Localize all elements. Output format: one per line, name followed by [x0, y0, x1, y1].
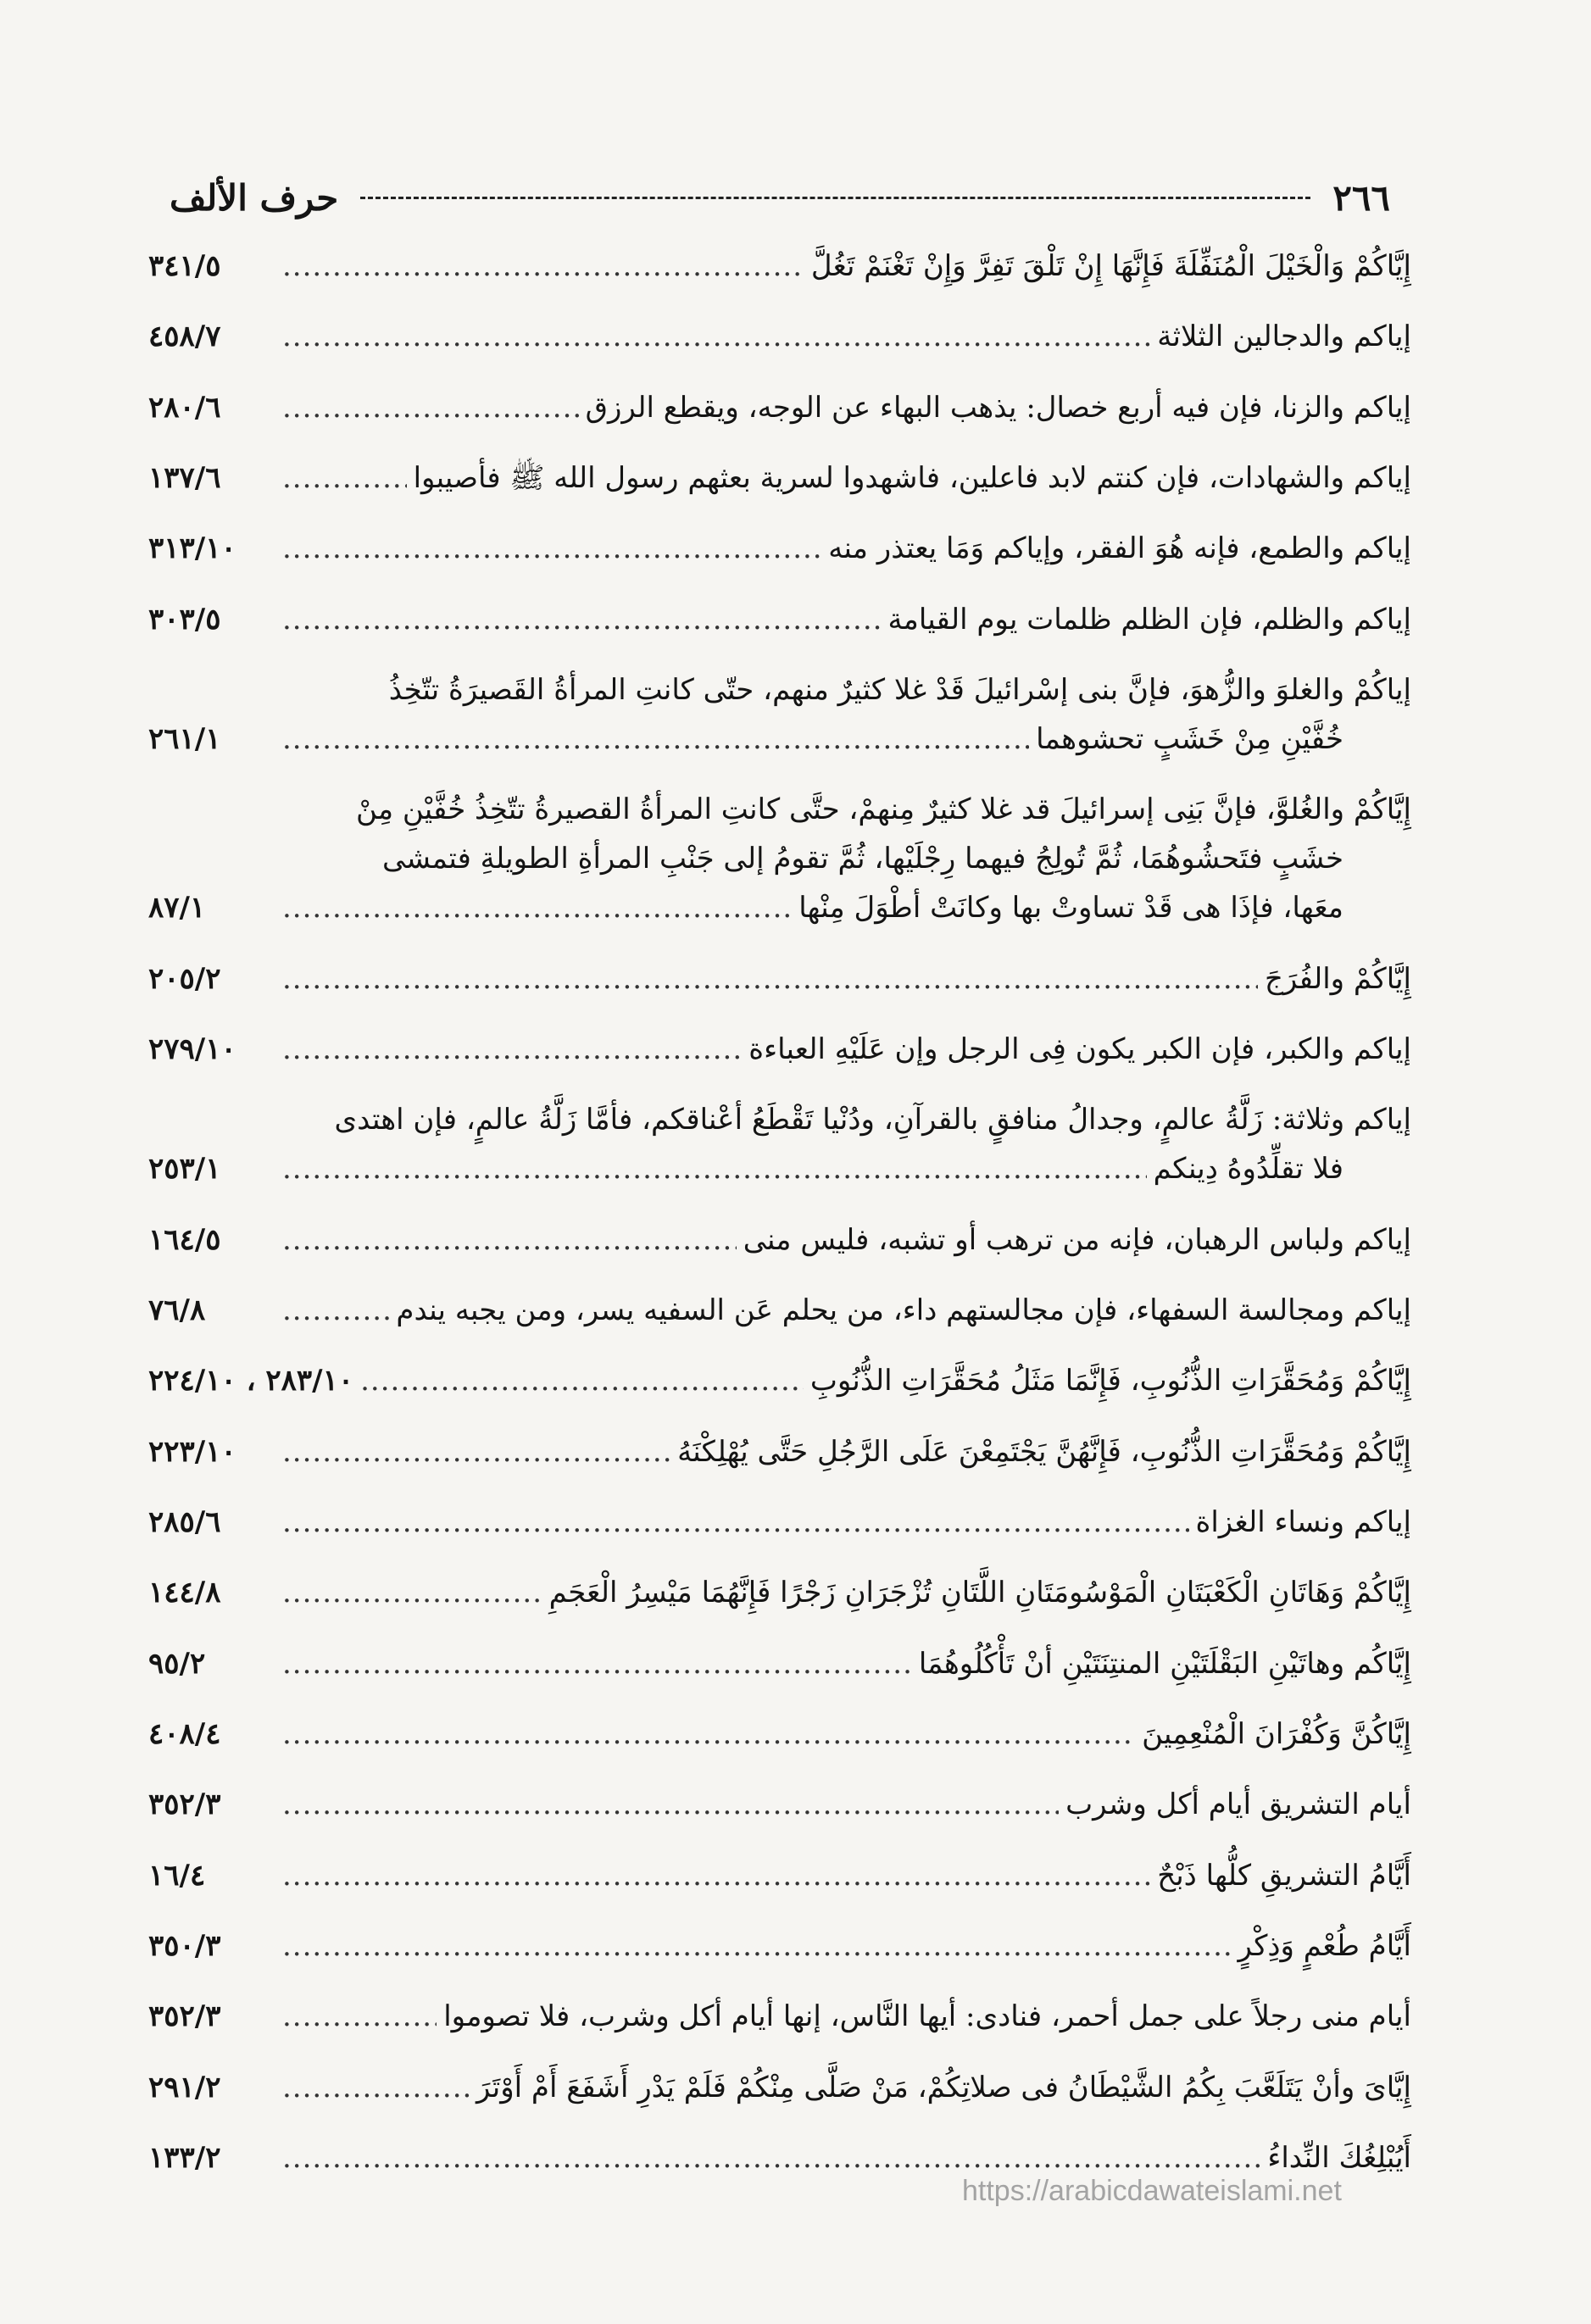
index-entry [148, 1025, 1411, 1074]
hadith-text: إياكم وثلاثة: زَلَّةُ عالمٍ، وجدالُ منافقٍ بالقرآنِ، ودُنْيا تَقْطَعُ أعْناقكم، فأمَّا زَلَّةُ عالمٍ، فإن اهتدى [334, 1103, 1411, 1137]
index-entry [148, 1215, 1411, 1265]
volume-page-reference: ٢٥٣/١ [148, 1152, 221, 1187]
volume-page-reference: ٣١٣/١٠ [148, 531, 236, 566]
volume-page-reference: ٢٧٩/١٠ [148, 1031, 236, 1066]
volume-page-reference: ١٦٤/٥ [148, 1222, 221, 1257]
entry-line [148, 524, 1411, 573]
volume-page-reference: ٣٥٠/٣ [148, 1928, 221, 1963]
dot-leader [282, 1025, 742, 1074]
index-entry [148, 1356, 1411, 1405]
dot-leader [282, 1144, 1147, 1193]
volume-page-reference: ١٦/٤ [148, 1858, 206, 1893]
index-entry [148, 383, 1411, 432]
hadith-text: إياكم والزنا، فإن فيه أربع خصال: يذهب البهاء عن الوجه، ويقطع الرزق [585, 390, 1411, 425]
volume-page-reference: ٤٠٨/٤ [148, 1716, 221, 1751]
dot-leader [360, 1356, 804, 1405]
index-entry [148, 1639, 1411, 1688]
entry-line [148, 1427, 1411, 1476]
hadith-text: إياكم والشهادات، فإن كنتم لابد فاعلين، فاشهدوا لسرية بعثهم رسول الله ﷺ فأصيبوا [413, 460, 1411, 495]
entry-line [148, 1921, 1411, 1971]
entry-line [148, 1286, 1411, 1335]
hadith-text: إِيَّاكُمْ وَالْخَيْلَ الْمُنَفِّلَةَ فَإِنَّهَا إِنْ تَلْقَ تَفِرَّ وَإِنْ تَغْنَمْ تَغُلَّ [810, 249, 1411, 283]
volume-page-reference: ٢٨٠/٦ [148, 390, 221, 425]
volume-page-reference: ٢٢٣/١٠ [148, 1434, 236, 1469]
volume-page-reference: ٢٠٥/٢ [148, 961, 221, 996]
entry-line [148, 1498, 1411, 1547]
hadith-text: إياكم ولباس الرهبان، فإنه من ترهب أو تشبه، فليس منى [743, 1222, 1411, 1257]
index-entry [148, 242, 1411, 291]
entry-line [148, 242, 1411, 291]
volume-page-reference: ١٤٤/٨ [148, 1576, 221, 1610]
index-entry [148, 1780, 1411, 1829]
entry-line [148, 312, 1411, 361]
dot-leader [282, 1568, 542, 1617]
hadith-text: أيام منى رجلاً على جمل أحمر، فنادى: أيها النَّاس، إنها أيام أكل وشرب، فلا تصوموا [443, 1999, 1411, 2034]
entry-line [148, 834, 1411, 883]
entry-line [148, 1095, 1411, 1144]
entry-line [148, 453, 1411, 503]
dot-leader [282, 883, 792, 932]
hadith-text: إياكم ومجالسة السفهاء، فإن مجالستهم داء، من يحلم عَن السفيه يسر، ومن يجبه يندم [396, 1293, 1411, 1327]
hadith-text: إِيَّاكُمْ والغُلوَّ، فإنَّ بَنِى إسرائيلَ قد غلا كثيرٌ مِنهمْ، حتَّى كانتِ المرأةُ القصيرةُ تتّخِذُ خُفَّيْنِ مِنْ [355, 792, 1411, 827]
entry-line [148, 1851, 1411, 1900]
entry-line [148, 1639, 1411, 1688]
index-entry [148, 524, 1411, 573]
index-entry [148, 1851, 1411, 1900]
hadith-text: خُفَّيْنِ مِنْ خَشَبٍ تحشوهما [1036, 721, 1343, 756]
hadith-text: أَيُبْلِغُكَ النِّداءُ [1267, 2140, 1411, 2175]
hadith-text: إِيَّاكُم وهاتَيْنِ البَقْلَتَيْنِ المنتِنَتَيْنِ أنْ تَأْكُلُوهُمَا [918, 1646, 1411, 1681]
dot-leader [282, 1710, 1135, 1759]
dot-leader [282, 1992, 437, 2041]
volume-page-reference: ٢٩١/٢ [148, 2070, 221, 2104]
volume-page-reference: ٤٥٨/٧ [148, 320, 221, 354]
entry-line [148, 1780, 1411, 1829]
watermark-url: https://arabicdawateislami.net [962, 2175, 1342, 2207]
index-entry [148, 1710, 1411, 1759]
dot-leader [282, 1215, 737, 1265]
entry-line [148, 2063, 1411, 2112]
index-entry [148, 1498, 1411, 1547]
entry-line [148, 1025, 1411, 1074]
dot-leader [282, 453, 407, 503]
entry-line [148, 714, 1411, 764]
entry-line [148, 383, 1411, 432]
hadith-text: معَها، فإذَا هى قَدْ تساوتْ بها وكانَتْ أطْوَلَ مِنْها [798, 891, 1343, 926]
hadith-text: أَيَّامُ طُعْمٍ وَذِكْرٍ [1238, 1928, 1411, 1963]
dot-leader [282, 1498, 1189, 1547]
volume-page-reference: ٢٦١/١ [148, 721, 221, 756]
index-entry [148, 1286, 1411, 1335]
hadith-text: خشَبٍ فتَحشُوهُمَا، ثُمَّ تُولِجُ فيهما رِجْلَيْها، ثُمَّ تقومُ إلى جَنْبِ المرأةِ الطويلةِ فتمشى [382, 842, 1343, 876]
entry-line [148, 1568, 1411, 1617]
header-dashed-rule [360, 197, 1310, 199]
hadith-text: إِيَّاكُنَّ وَكُفْرَانَ الْمُنْعِمِينَ [1142, 1716, 1411, 1751]
hadith-text: إِيَّاكُمْ وَمُحَقَّرَاتِ الذُّنُوبِ، فَإِنَّهُنَّ يَجْتَمِعْنَ عَلَى الرَّجُلِ حَتَّى يُهْلِكْنَهُ [677, 1434, 1411, 1469]
index-entry [148, 312, 1411, 361]
volume-page-reference: ٣٠٣/٥ [148, 602, 221, 637]
volume-page-reference: ٧٦/٨ [148, 1293, 206, 1327]
volume-page-reference: ١٣٧/٦ [148, 460, 221, 495]
entry-line [148, 1144, 1411, 1193]
entry-line [148, 595, 1411, 644]
page-number: ٢٦٦ [1332, 176, 1390, 219]
hadith-text: إياكم والدجالين الثلاثة [1157, 320, 1411, 354]
dot-leader [282, 383, 579, 432]
hadith-text: أَيَّامُ التشريقِ كلُّها ذَبْحٌ [1157, 1858, 1411, 1893]
index-entry [148, 1427, 1411, 1476]
volume-page-reference: ٣٥٢/٣ [148, 1999, 221, 2034]
volume-page-reference: ٣٥٢/٣ [148, 1787, 221, 1822]
hadith-text: إِيَّاكُمْ وَهَاتَانِ الْكَعْبَتَانِ الْمَوْسُومَتَانِ اللَّتَانِ تُزْجَرَانِ زَجْرًا فَإِنَّهُمَا مَيْسِرُ الْعَجَمِ [548, 1576, 1411, 1610]
dot-leader [282, 312, 1150, 361]
hadith-text: إياكم ونساء الغزاة [1195, 1504, 1411, 1539]
index-entry [148, 1992, 1411, 2041]
dot-leader [282, 1921, 1231, 1971]
index-entry [148, 595, 1411, 644]
dot-leader [282, 1780, 1059, 1829]
volume-page-reference: ٢٨٥/٦ [148, 1504, 221, 1539]
dot-leader [282, 1851, 1150, 1900]
hadith-text: إياكم والكبر، فإن الكبر يكون فِى الرجل وإن عَلَيْهِ العباءة [748, 1031, 1411, 1066]
dot-leader [282, 1639, 912, 1688]
volume-page-reference: ٣٤١/٥ [148, 249, 221, 283]
hadith-text: إِيَّاكُمْ والفُرَجَ [1264, 961, 1411, 996]
dot-leader [282, 954, 1258, 1004]
volume-page-reference: ٢٨٣/١٠ ، ٢٢٤/١٠ [148, 1364, 354, 1398]
entry-line [148, 1356, 1411, 1405]
dot-leader [282, 1286, 389, 1335]
volume-page-reference: ١٣٣/٢ [148, 2140, 221, 2175]
entry-line [148, 1215, 1411, 1265]
index-entry [148, 1921, 1411, 1971]
index-entry [148, 2063, 1411, 2112]
entry-line [148, 883, 1411, 932]
entry-line [148, 665, 1411, 714]
hadith-text: فلا تقلِّدُوهُ دِينكم [1153, 1152, 1343, 1187]
index-entry [148, 1568, 1411, 1617]
dot-leader [282, 714, 1029, 764]
entry-line [148, 785, 1411, 834]
hadith-text: إياكم والطمع، فإنه هُوَ الفقر، وإياكم وَمَا يعتذر منه [828, 531, 1411, 566]
hadith-text: إياكُمْ والغلوَ والزُّهوَ، فإنَّ بنى إسْرائيلَ قَدْ غلا كثيرٌ منهم، حتّى كانتِ المرأةُ القَصيرَةُ تتّخِذُ [388, 672, 1411, 707]
index-entry [148, 1095, 1411, 1193]
dot-leader [282, 2063, 470, 2112]
dot-leader [282, 524, 821, 573]
chapter-title: حرف الألف [170, 176, 339, 219]
dot-leader [282, 242, 804, 291]
entry-line [148, 954, 1411, 1004]
volume-page-reference: ٩٥/٢ [148, 1646, 206, 1681]
hadith-text: إِيَّاىَ وأنْ يَتَلَعَّبَ بِكُمُ الشَّيْطَانُ فى صلاتِكُمْ، مَنْ صَلَّى مِنْكُمْ فَلَمْ يَدْرِ أَشَفَعَ أَمْ أَوْتَرَ [476, 2070, 1411, 2104]
volume-page-reference: ٨٧/١ [148, 891, 206, 926]
index-entry [148, 453, 1411, 503]
hadith-text: إِيَّاكُمْ وَمُحَقَّرَاتِ الذُّنُوبِ، فَإِنَّمَا مَثَلُ مُحَقَّرَاتِ الذُّنُوبِ [809, 1364, 1411, 1398]
entry-line [148, 1710, 1411, 1759]
dot-leader [282, 595, 881, 644]
index-entry [148, 665, 1411, 764]
hadith-index-list [148, 242, 1411, 2182]
hadith-text: أيام التشريق أيام أكل وشرب [1065, 1787, 1411, 1822]
index-entry [148, 954, 1411, 1004]
index-entry [148, 785, 1411, 932]
entry-line [148, 1992, 1411, 2041]
page-header [170, 168, 1390, 227]
hadith-text: إياكم والظلم، فإن الظلم ظلمات يوم القيامة [887, 602, 1411, 637]
dot-leader [282, 1427, 670, 1476]
